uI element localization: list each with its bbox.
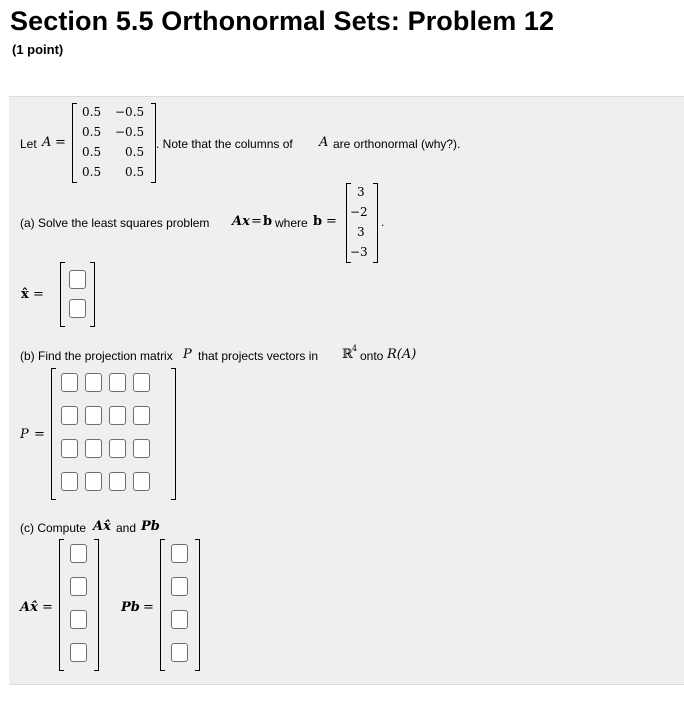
axhat-label: Ax̂ [20, 600, 38, 615]
pb-entry-input[interactable] [171, 643, 188, 662]
pb-answer-matrix [160, 539, 200, 671]
axhat-entry-input[interactable] [70, 643, 87, 662]
p-entry-input[interactable] [61, 373, 78, 392]
problem-panel [9, 96, 684, 685]
vector-cell: −3 [350, 245, 368, 259]
matrix-a [72, 103, 156, 183]
equals-sign: = [34, 427, 45, 442]
p-entry-input[interactable] [133, 472, 150, 491]
p-entry-input[interactable] [85, 472, 102, 491]
xhat-entry-2-input[interactable] [69, 299, 86, 318]
axhat-entry-input[interactable] [70, 610, 87, 629]
axhat-symbol: Ax̂ [93, 519, 111, 534]
p-entry-input[interactable] [61, 472, 78, 491]
matrix-cell: −0.5 [115, 105, 145, 119]
vector-b [346, 183, 378, 263]
matrix-cell: 0.5 [82, 105, 102, 119]
pb-entry-input[interactable] [171, 544, 188, 563]
b-symbol: b [313, 214, 323, 229]
vector-cell: 3 [357, 225, 365, 239]
p-entry-input[interactable] [85, 406, 102, 425]
axhat-entry-input[interactable] [70, 544, 87, 563]
pb-symbol: Pb [141, 519, 160, 534]
p-entry-input[interactable] [133, 439, 150, 458]
page-title: Section 5.5 Orthonormal Sets: Problem 12 [10, 6, 555, 36]
vector-cell: −2 [350, 205, 368, 219]
axhat-entry-input[interactable] [70, 577, 87, 596]
let-label: Let [20, 137, 37, 151]
equals-sign: = [326, 214, 337, 229]
xhat-entry-1-input[interactable] [69, 270, 86, 289]
points-label: (1 point) [12, 42, 64, 57]
matrix-cell: −0.5 [115, 125, 145, 139]
note-a-symbol: A [319, 135, 329, 150]
range-a-symbol: R(A) [387, 347, 417, 362]
equals-sign: = [251, 214, 262, 229]
equals-sign: = [42, 600, 53, 615]
part-c-text: (c) Compute [20, 521, 87, 535]
part-b-text-2: that projects vectors in [198, 349, 319, 363]
p-entry-input[interactable] [85, 373, 102, 392]
equals-sign: = [143, 600, 154, 615]
pb-entry-input[interactable] [171, 577, 188, 596]
right-bracket [373, 183, 378, 263]
note-text: . Note that the columns of [156, 137, 293, 151]
p-symbol: P [183, 347, 192, 362]
p-answer-matrix [51, 368, 176, 500]
part-b-text: (b) Find the projection matrix [20, 349, 173, 363]
matrix-a-symbol: A [42, 135, 52, 150]
matrix-cell: 0.5 [125, 165, 145, 179]
left-bracket [160, 539, 165, 671]
matrix-cell: 0.5 [82, 145, 102, 159]
note-end-text: are orthonormal (why?). [333, 137, 461, 151]
p-entry-input[interactable] [109, 373, 126, 392]
equals-sign: = [55, 135, 66, 150]
part-a-text: (a) Solve the least squares problem [20, 216, 210, 230]
ax-symbol: Ax [232, 214, 250, 229]
xhat-answer-matrix [60, 262, 95, 327]
left-bracket [51, 368, 56, 500]
matrix-cell: 0.5 [82, 165, 102, 179]
right-bracket [171, 368, 176, 500]
left-bracket [60, 262, 65, 327]
p-entry-input[interactable] [133, 406, 150, 425]
left-bracket [59, 539, 64, 671]
pb-label: Pb [121, 600, 140, 615]
p-entry-input[interactable] [109, 472, 126, 491]
matrix-cell: 0.5 [125, 145, 145, 159]
axhat-answer-matrix [59, 539, 99, 671]
p-entry-input[interactable] [133, 373, 150, 392]
dimension-superscript: 4 [352, 344, 358, 353]
p-entry-input[interactable] [109, 439, 126, 458]
pb-entry-input[interactable] [171, 610, 188, 629]
p-entry-input[interactable] [109, 406, 126, 425]
p-entry-input[interactable] [61, 406, 78, 425]
left-bracket [72, 103, 77, 183]
right-bracket [195, 539, 200, 671]
onto-text: onto [360, 349, 384, 363]
period: . [381, 215, 385, 229]
equals-sign: = [33, 287, 44, 302]
where-text: where [275, 216, 308, 230]
xhat-label: x̂ [21, 287, 29, 302]
p-entry-input[interactable] [61, 439, 78, 458]
matrix-cell: 0.5 [82, 125, 102, 139]
b-symbol: b [263, 214, 273, 229]
vector-cell: 3 [357, 185, 365, 199]
p-label: P [20, 427, 29, 442]
p-entry-input[interactable] [85, 439, 102, 458]
real-numbers-symbol: ℝ [342, 347, 353, 362]
right-bracket [90, 262, 95, 327]
right-bracket [94, 539, 99, 671]
and-text: and [116, 521, 137, 535]
